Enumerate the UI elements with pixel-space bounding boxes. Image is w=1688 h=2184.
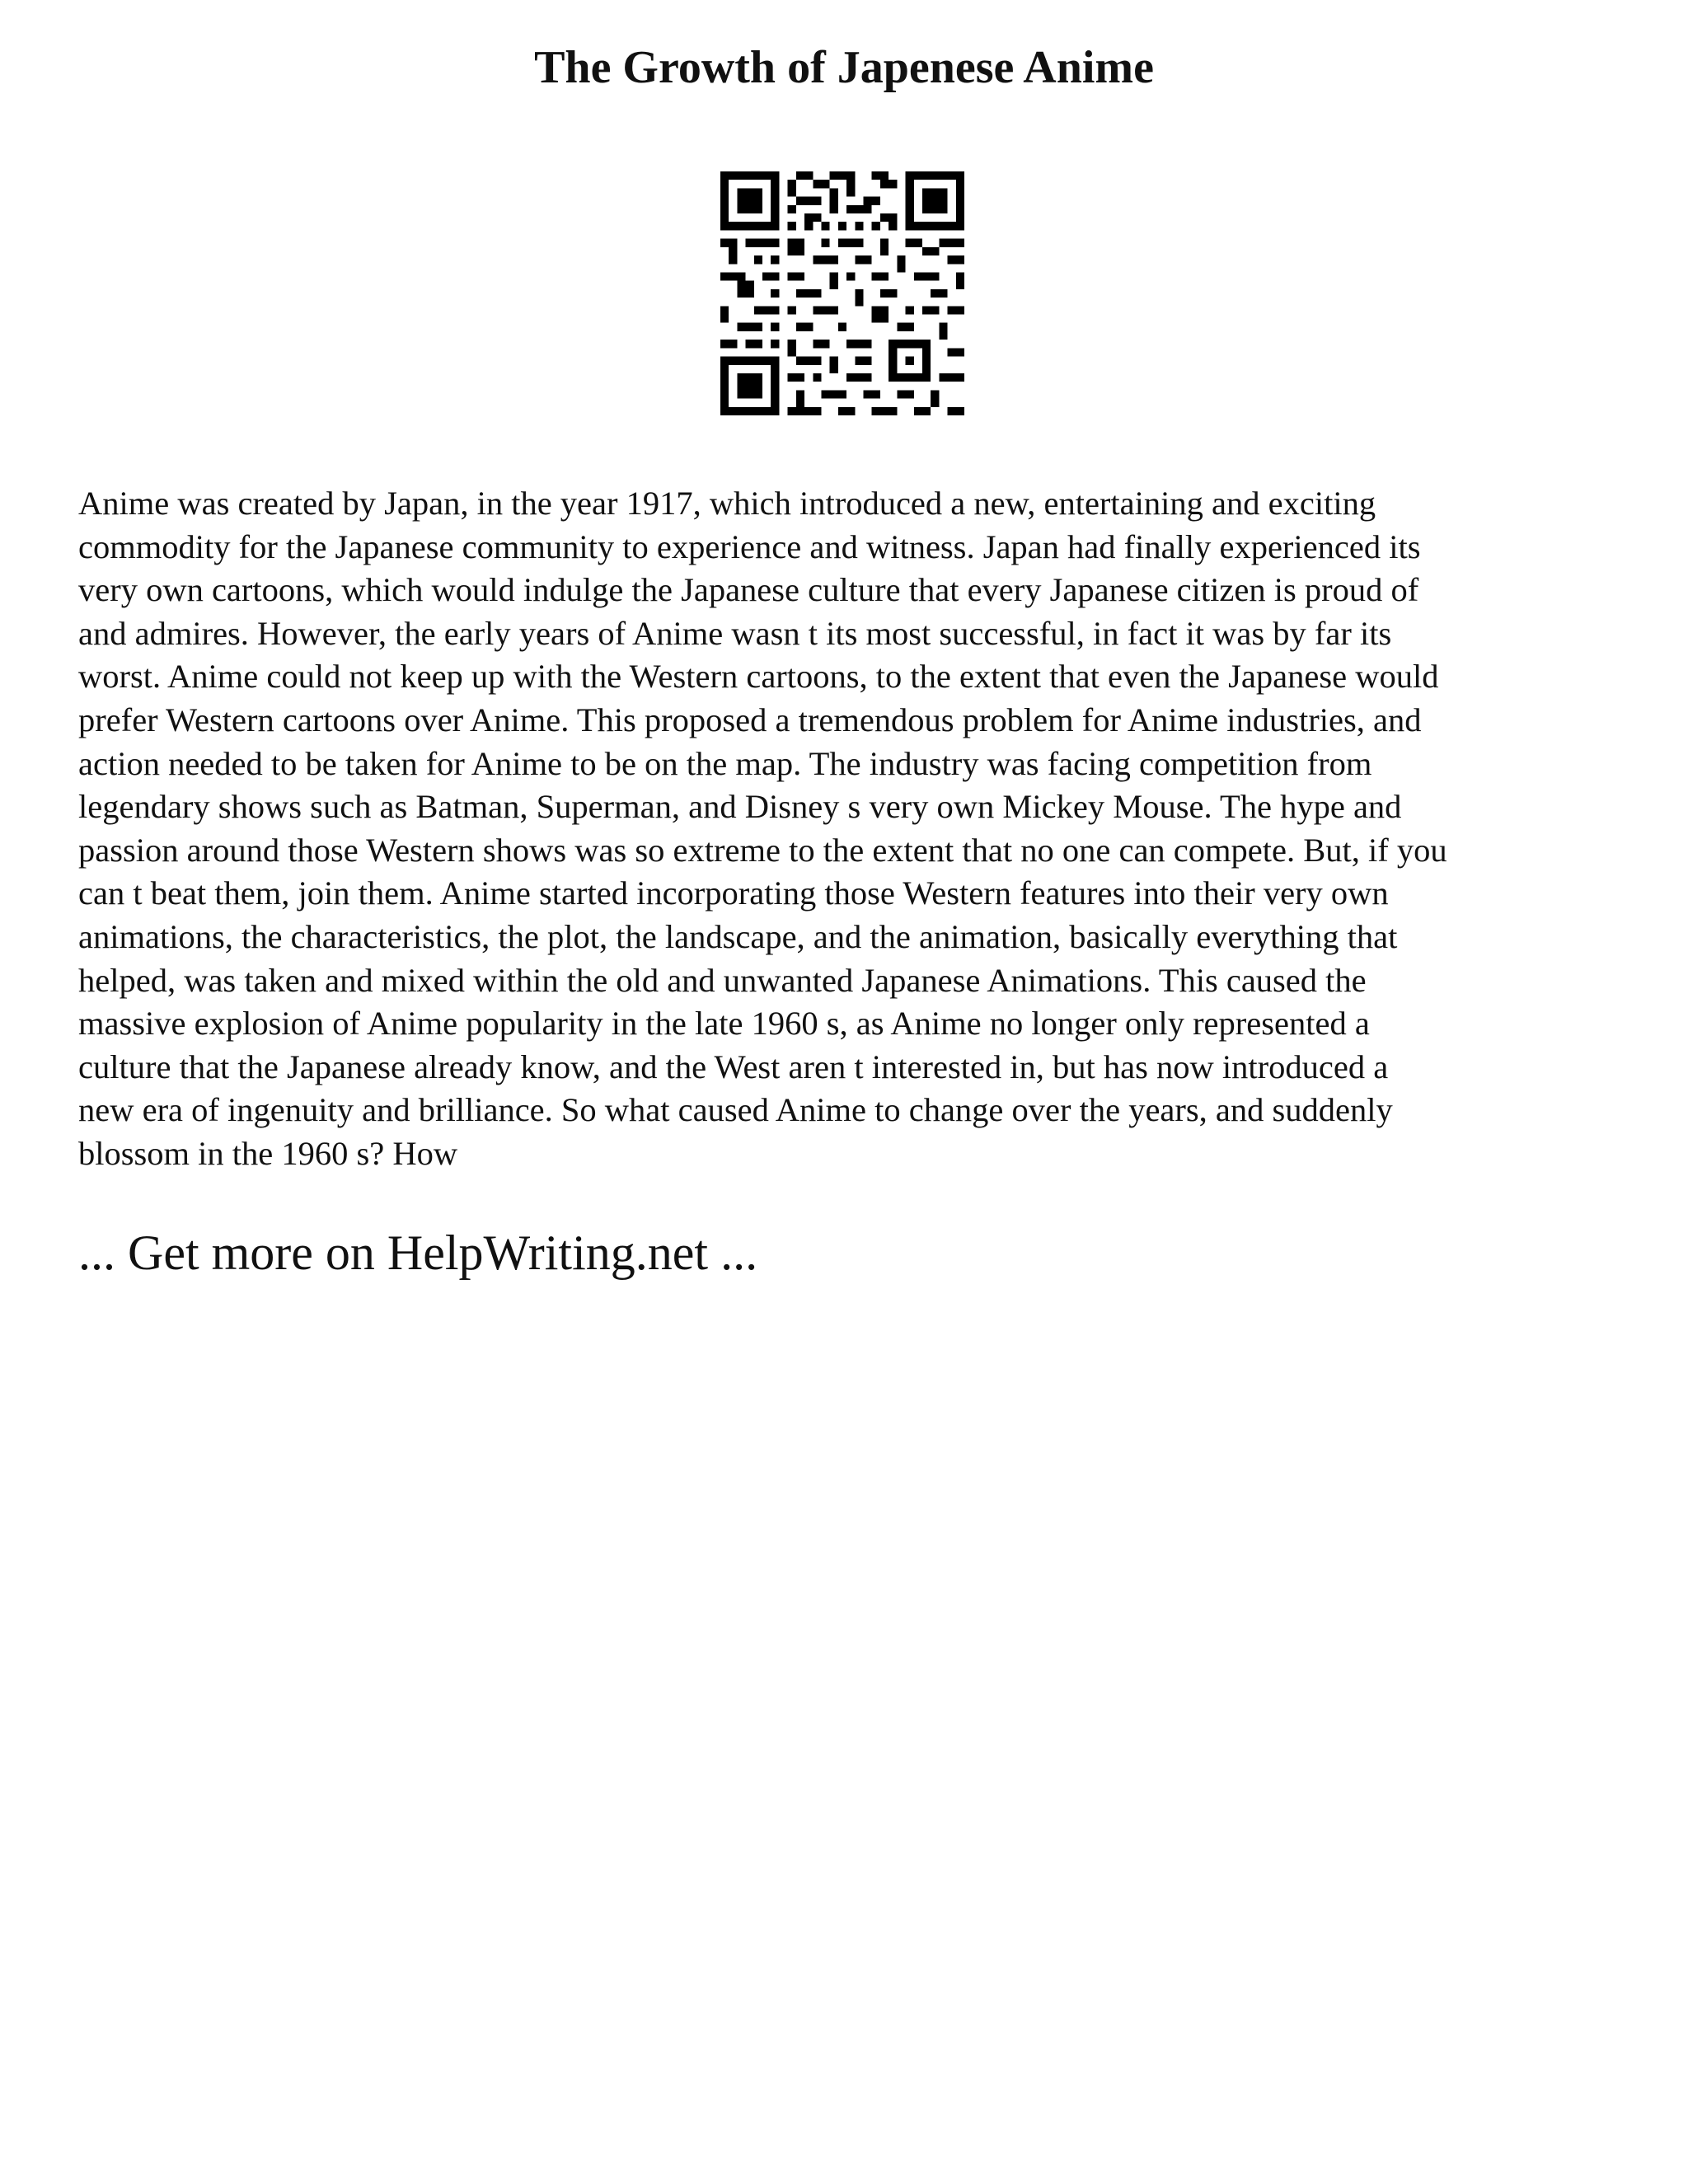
qr-code-icon: [720, 171, 964, 415]
body-line: worst. Anime could not keep up with the Western cartoons, to the extent that even the Japanese would: [78, 658, 1439, 696]
body-line: helped, was taken and mixed within the old and unwanted Japanese Animations. This caused the: [78, 961, 1367, 999]
body-line: animations, the characteristics, the plot, the landscape, and the animation, basically everything that: [78, 917, 1398, 955]
body-line: blossom in the 1960 s? How: [78, 1134, 458, 1172]
body-line: culture that the Japanese already know, and the West aren t interested in, but has now introduced a: [78, 1047, 1389, 1085]
body-line: action needed to be taken for Anime to be on the map. The industry was facing competition from: [78, 744, 1372, 782]
qr-code[interactable]: [720, 171, 964, 415]
body-line: commodity for the Japanese community to experience and witness. Japan had finally experienced its: [78, 527, 1421, 565]
body-line: prefer Western cartoons over Anime. This proposed a tremendous problem for Anime industries, and: [78, 701, 1422, 738]
body-line: can t beat them, join them. Anime started incorporating those Western features into their very own: [78, 874, 1389, 912]
body-line: and admires. However, the early years of Anime wasn t its most successful, in fact it was by far its: [78, 614, 1392, 652]
body-line: massive explosion of Anime popularity in the late 1960 s, as Anime no longer only represented a: [78, 1005, 1370, 1043]
body-line: legendary shows such as Batman, Superman, and Disney s very own Mickey Mouse. The hype and: [78, 788, 1402, 826]
get-more-link[interactable]: ... Get more on HelpWriting.net ...: [78, 1226, 758, 1280]
page-title: The Growth of Japenese Anime: [534, 42, 1154, 93]
essay-body: [78, 482, 1628, 1176]
body-line: passion around those Western shows was so extreme to the extent that no one can compete. But, if you: [78, 831, 1447, 869]
body-line: very own cartoons, which would indulge the Japanese culture that every Japanese citizen is proud of: [78, 571, 1419, 609]
body-line: new era of ingenuity and brilliance. So what caused Anime to change over the years, and suddenly: [78, 1091, 1393, 1129]
body-line: Anime was created by Japan, in the year 1917, which introduced a new, entertaining and exciting: [78, 485, 1376, 522]
